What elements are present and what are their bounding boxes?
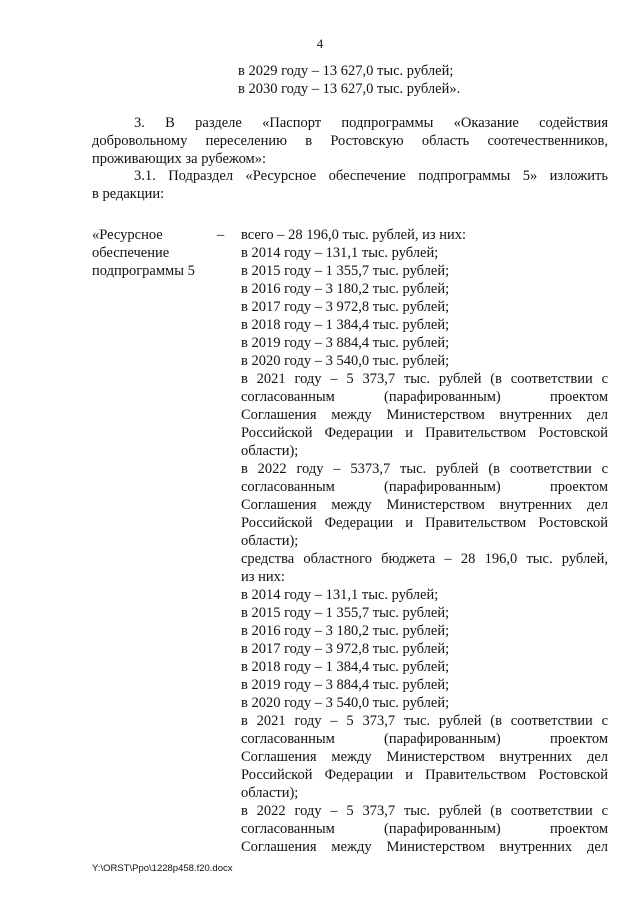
funding-line: Соглашения между Министерством внутренних дел (241, 749, 608, 765)
funding-line: области); (241, 533, 299, 549)
funding-line: согласованным (парафированным) проектом (241, 731, 608, 747)
funding-line: в 2022 году – 5 373,7 тыс. рублей (в соответствии с (241, 803, 608, 819)
paragraph-line: 3.1. Подраздел «Ресурсное обеспечение подпрограммы 5» изложить (134, 168, 608, 184)
funding-line: в 2017 году – 3 972,8 тыс. рублей; (241, 299, 450, 315)
funding-line: всего – 28 196,0 тыс. рублей, из них: (241, 227, 467, 243)
funding-line: в 2016 году – 3 180,2 тыс. рублей; (241, 623, 450, 639)
funding-line: в 2018 году – 1 384,4 тыс. рублей; (241, 659, 450, 675)
funding-line: в 2016 году – 3 180,2 тыс. рублей; (241, 281, 450, 297)
funding-line: в 2015 году – 1 355,7 тыс. рублей; (241, 263, 450, 279)
funding-line: в 2021 году – 5 373,7 тыс. рублей (в соответствии с (241, 371, 608, 387)
label-line: подпрограммы 5 (92, 263, 195, 279)
funding-line: в 2018 году – 1 384,4 тыс. рублей; (241, 317, 450, 333)
paragraph-line: в редакции: (92, 186, 165, 202)
funding-line: в 2014 году – 131,1 тыс. рублей; (241, 245, 439, 261)
paragraph-line: проживающих за рубежом»: (92, 151, 267, 167)
subsection-3-1-paragraph (92, 167, 608, 203)
funding-line: в 2017 году – 3 972,8 тыс. рублей; (241, 641, 450, 657)
funding-line: в 2019 году – 3 884,4 тыс. рублей; (241, 335, 450, 351)
top-line: в 2029 году – 13 627,0 тыс. рублей; (238, 63, 454, 79)
funding-line: Российской Федерации и Правительством Ростовской (241, 425, 608, 441)
funding-line: в 2022 году – 5373,7 тыс. рублей (в соответствии с (241, 461, 608, 477)
funding-line: Российской Федерации и Правительством Ростовской (241, 767, 608, 783)
paragraph-line: добровольному переселению в Ростовскую область соотечественников, (92, 133, 608, 149)
funding-line: Соглашения между Министерством внутренних дел (241, 497, 608, 513)
funding-line: средства областного бюджета – 28 196,0 тыс. рублей, (241, 551, 608, 567)
resource-label (92, 226, 195, 280)
funding-line: согласованным (парафированным) проектом (241, 821, 608, 837)
funding-line: Российской Федерации и Правительством Ростовской (241, 515, 608, 531)
funding-line: из них: (241, 569, 285, 585)
funding-line: Соглашения между Министерством внутренних дел (241, 407, 608, 423)
label-dash: – (217, 227, 225, 243)
funding-line: в 2015 году – 1 355,7 тыс. рублей; (241, 605, 450, 621)
funding-line: области); (241, 443, 299, 459)
section-3-paragraph (92, 114, 608, 168)
top-lines (238, 62, 460, 98)
label-line: обеспечение (92, 245, 170, 261)
label-line: «Ресурсное (92, 227, 163, 243)
resource-values (241, 226, 608, 856)
top-line: в 2030 году – 13 627,0 тыс. рублей». (238, 81, 461, 97)
page-number: 4 (316, 36, 324, 51)
funding-line: согласованным (парафированным) проектом (241, 389, 608, 405)
footer-file-path: Y:\ORST\Ppo\1228p458.f20.docx (92, 863, 233, 874)
funding-line: в 2020 году – 3 540,0 тыс. рублей; (241, 695, 450, 711)
funding-line: в 2014 году – 131,1 тыс. рублей; (241, 587, 439, 603)
funding-line: в 2019 году – 3 884,4 тыс. рублей; (241, 677, 450, 693)
funding-line: согласованным (парафированным) проектом (241, 479, 608, 495)
funding-line: Соглашения между Министерством внутренних дел (241, 839, 608, 855)
paragraph-line: 3. В разделе «Паспорт подпрограммы «Оказание содействия (134, 115, 608, 131)
funding-line: в 2021 году – 5 373,7 тыс. рублей (в соответствии с (241, 713, 608, 729)
funding-line: в 2020 году – 3 540,0 тыс. рублей; (241, 353, 450, 369)
funding-line: области); (241, 785, 299, 801)
